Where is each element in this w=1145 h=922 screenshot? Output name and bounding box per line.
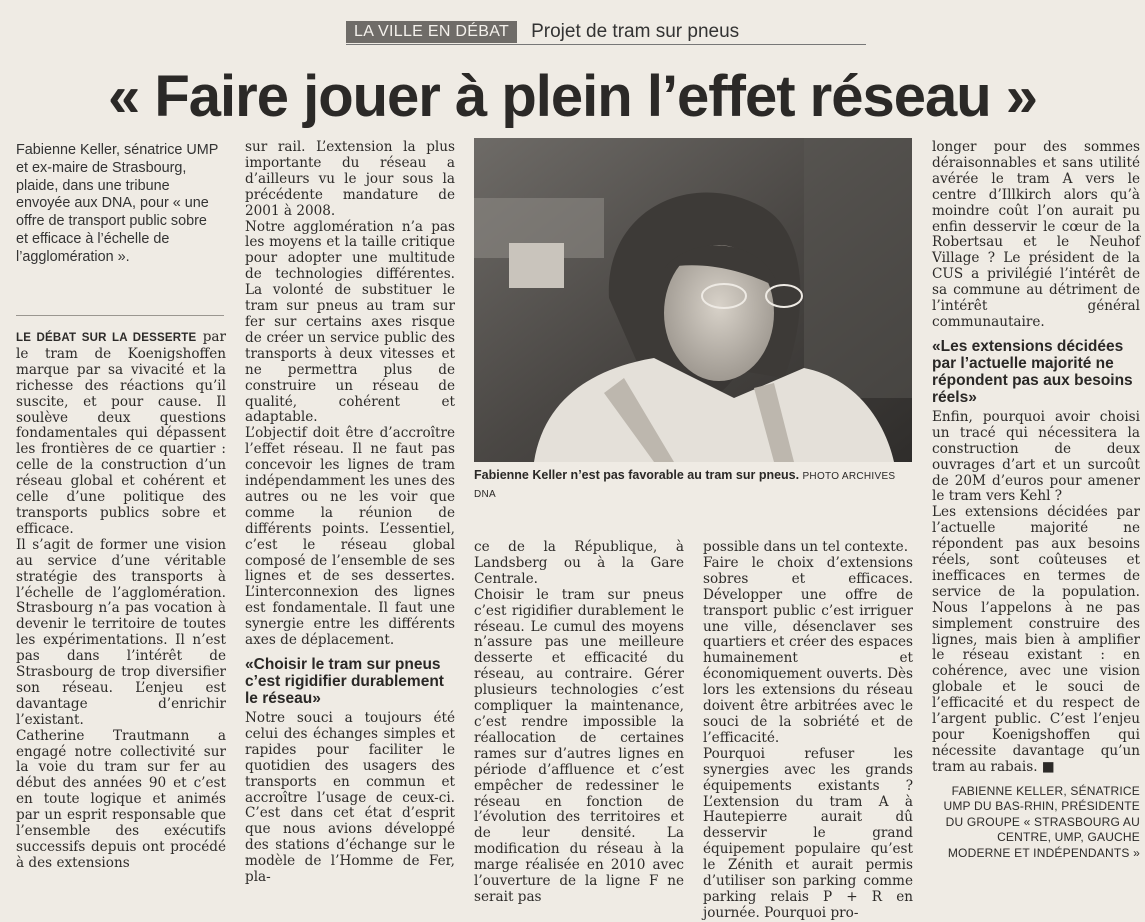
column-5 xyxy=(932,140,1140,861)
paragraph: Il s’agit de former une vision au service d’une véritable stratégie des transports à l’échelle de l’agglomération. Strasbourg n’a pas vocation à devenir le territoire de toutes les expérimentations. Il n’est pas dans l’intérêt de Strasbourg de trop diversifier son réseau. L’enjeu est davantage d’enrichir l’existant. xyxy=(16,536,226,728)
column-4 xyxy=(703,540,913,922)
rubric-subtitle: Projet de tram sur pneus xyxy=(531,21,740,42)
article-headline: « Faire jouer à plein l’effet réseau » xyxy=(107,64,1038,129)
subheading: «Les extensions décidées par l’actuelle majorité ne répondent pas aux besoins réels» xyxy=(932,337,1133,406)
subheading: «Choisir le tram sur pneus c’est rigidifier durablement le réseau» xyxy=(245,656,444,707)
author-signature: FABIENNE KELLER, SÉNATRICE UMP DU BAS-RHIN, PRÉSIDENTE DU GROUPE « STRASBOURG AU CENTRE, UMP, GAUCHE MODERNE ET INDÉPENDANTS » xyxy=(943,783,1140,860)
photo-credit: PHOTO ARCHIVES DNA xyxy=(474,471,896,500)
paragraph: LE DÉBAT SUR LA DESSERTE par le tram de Koenigshoffen marque par sa vivacité et la richesse des réactions qu’il suscite, et pour cause. Il soulève deux questions fondamentales qui dépassent les frontières de ce quartier : celle de la construction d’un réseau global et cohérent et celle d’une politique des transports publics sobre et efficace. xyxy=(16,329,226,537)
paragraph: Catherine Trautmann a engagé notre collectivité sur la voie du tram sur fer au début des années 90 et c’est en toute logique et animés par un esprit responsable que l’ensemble des exécutifs successifs depuis ont procédé à des extensions xyxy=(16,727,226,871)
paragraph: Faire le choix d’extensions sobres et efficaces. Développer une offre de transport public c’est irriguer une ville, désenclaver ses quartiers et créer des espaces humainement et économiquement ouverts. Dès lors les extensions du réseau doivent être arbitrées avec le souci de la sobriété et de l’efficacité. xyxy=(703,554,913,746)
section-rubric xyxy=(346,20,739,44)
portrait-photo xyxy=(474,138,912,462)
paragraph: Pourquoi refuser les synergies avec les grands équipements existants ? L’extension du tram A à Hautepierre aurait dû desservir le grand équipement populaire qu’est le Zénith et aurait permis d’utiliser son parking comme parking relais P + R en journée. Pourquoi pro- xyxy=(703,745,913,921)
column-3 xyxy=(474,540,684,906)
intro-divider xyxy=(16,315,224,316)
paragraph: Notre agglomération n’a pas les moyens et la taille critique pour adopter une multitude de technologies différentes. La volonté de substituer le tram sur pneus au tram sur fer sur certains axes risque de créer un service public des transports à deux vitesses et ne permettra plus de construire un réseau de qualité, cohérent et adaptable. xyxy=(245,218,455,426)
paragraph: ce de la République, à Landsberg ou à la Gare Centrale. xyxy=(474,539,684,587)
paragraph: L’objectif doit être d’accroître l’effet réseau. Il ne faut pas concevoir les lignes de tram indépendamment les unes des autres ou ne les voir que comme la réunion de différents points. L’essentiel, c’est le réseau global composé de l’ensemble de ses lignes et de ses dessertes. L’interconnexion des lignes est fondamentale. Il faut une synergie entre les différents axes de déplacement. xyxy=(245,425,455,649)
paragraph: Les extensions décidées par l’actuelle majorité ne répondent pas aux besoins réels, sont coûteuses et inefficaces en termes de service de la population. Nous l’appelons à ne pas simplement construire des lignes, mais bien à amplifier le réseau existant : en cohérence, avec une vision globale et le souci de l’efficacité et du respect de l’argent public. C’est l’enjeu pour Koenigshoffen qui nécessite davantage qu’un tram au rabais. ■ xyxy=(932,504,1140,775)
lead-in: LE DÉBAT SUR LA DESSERTE xyxy=(16,332,197,344)
article-intro: Fabienne Keller, sénatrice UMP et ex-maire de Strasbourg, plaide, dans une tribune envoyée aux DNA, pour « une offre de transport public sobre et efficace à l’échelle de l’agglomération ». xyxy=(16,142,219,265)
photo-caption xyxy=(474,467,914,503)
rubric-divider xyxy=(346,44,866,45)
paragraph: Enfin, pourquoi avoir choisi un tracé qui nécessitera la construction de deux ouvrages d’art et un surcoût de 20M d’euros pour amener le tram vers Kehl ? xyxy=(932,408,1140,505)
end-mark: ■ xyxy=(1041,758,1055,775)
paragraph: Notre souci a toujours été celui des échanges simples et rapides pour faciliter le quotidien des usagers des transports en commun et accroître l’usage de ceux-ci. C’est dans cet état d’esprit que nous avions développé des stations d’échange sur le modèle de l’Homme de Fer, pla- xyxy=(245,710,455,886)
caption-text: Fabienne Keller n’est pas favorable au tram sur pneus. xyxy=(474,468,800,482)
photo-illustration xyxy=(474,138,912,462)
column-2 xyxy=(245,140,455,886)
paragraph: Choisir le tram sur pneus c’est rigidifier durablement le réseau. Le cumul des moyens n’assure pas une meilleure desserte et efficacité du réseau, au contraire. Gérer plusieurs technologies c’est compliquer la maintenance, c’est rendre impossible la réallocation de certaines rames sur d’autres lignes en période d’affluence et c’est empêcher de redessiner le réseau en fonction de l’évolution des territoires et de leur densité. La modification du réseau à la marge réalisée en 2010 avec l’ouverture de la ligne F ne serait pas xyxy=(474,586,684,905)
column-1 xyxy=(16,330,226,872)
rubric-tag: LA VILLE EN DÉBAT xyxy=(346,21,517,43)
paragraph: sur rail. L’extension la plus importante du réseau a d’ailleurs vu le jour sous la précédente mandature de 2001 à 2008. xyxy=(245,139,455,219)
paragraph: possible dans un tel contexte. xyxy=(703,539,909,555)
paragraph: longer pour des sommes déraisonnables et sans utilité avérée le tram A vers le centre d’Illkirch alors qu’à moindre coût l’on aurait pu enfin desservir le cœur de la Robertsau et le Neuhof Village ? Le président de la CUS a privilégié l’intérêt de sa commune au détriment de l’intérêt général communautaire. xyxy=(932,139,1140,330)
